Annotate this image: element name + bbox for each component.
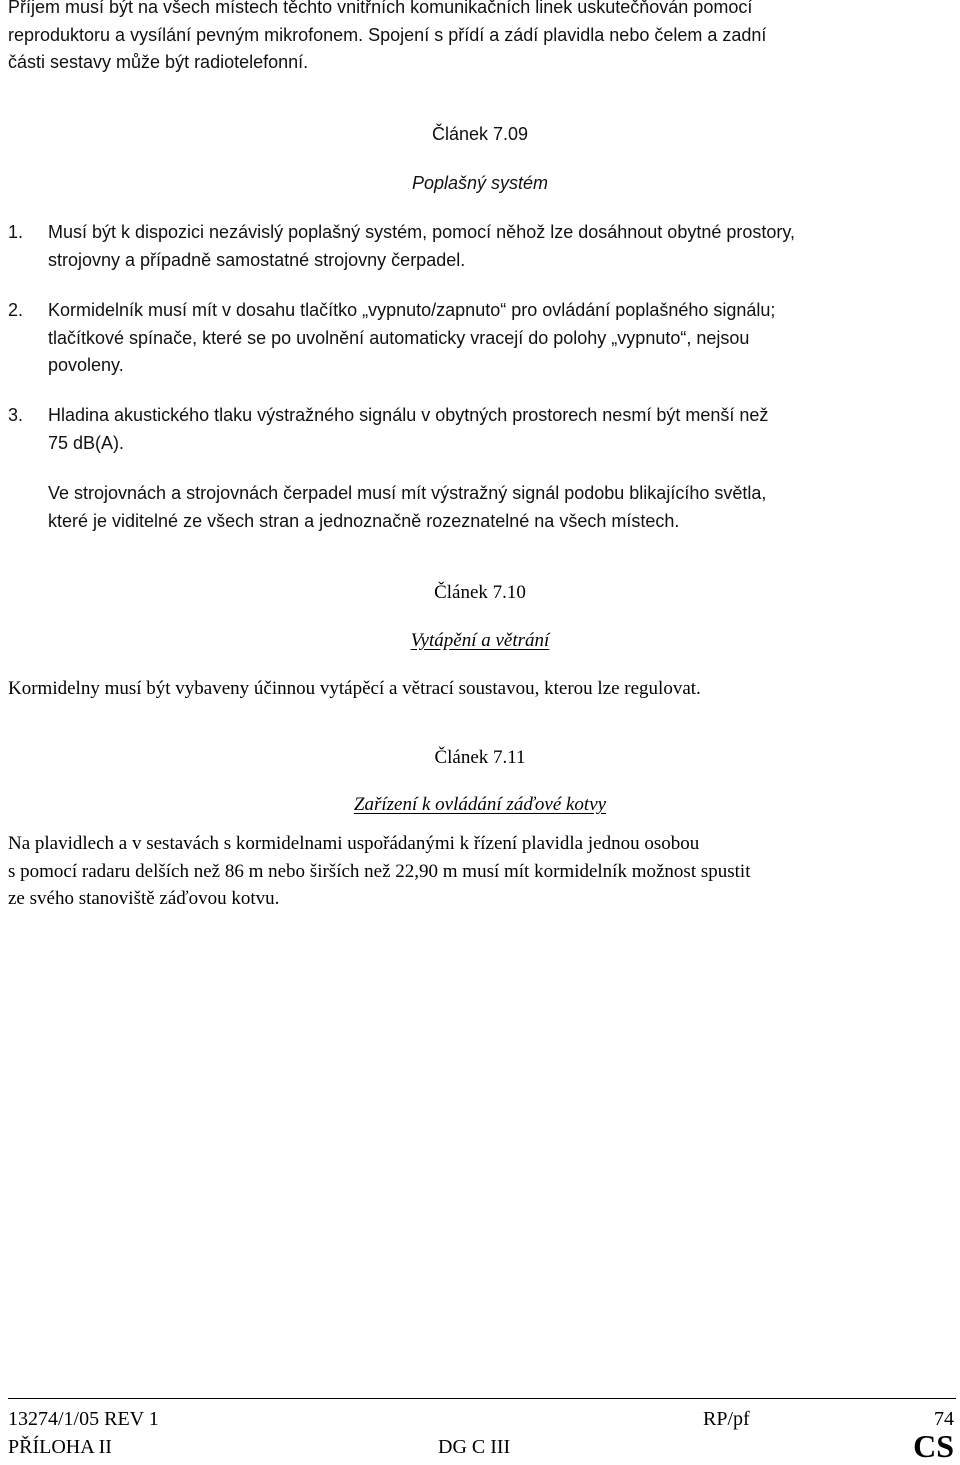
article-7-09-paragraph bbox=[48, 480, 948, 535]
article-7-09-heading: Článek 7.09 bbox=[431, 124, 529, 144]
article-7-11-paragraph bbox=[8, 830, 948, 913]
intro-line: Příjem musí být na všech místech těchto vnitřních komunikačních linek uskutečňován pomocí bbox=[8, 0, 753, 17]
footer-page-number: 74 bbox=[934, 1408, 954, 1430]
item-line: Hladina akustického tlaku výstražného signálu v obytných prostorech nesmí být menší než bbox=[48, 405, 769, 425]
footer-initials: RP/pf bbox=[703, 1408, 750, 1430]
list-item bbox=[8, 219, 948, 274]
paragraph-line: ze svého stanoviště záďovou kotvu. bbox=[8, 888, 280, 909]
article-7-10-title: Vytápění a větrání bbox=[410, 630, 550, 651]
paragraph-line: Ve strojovnách a strojovnách čerpadel musí mít výstražný signál podobu blikajícího světla, bbox=[48, 483, 767, 503]
item-line: strojovny a případně samostatné strojovny čerpadel. bbox=[48, 249, 466, 270]
paragraph-line: s pomocí radaru delších než 86 m nebo širších než 22,90 m musí mít kormidelník možnost spustit bbox=[8, 860, 751, 882]
item-line: Musí být k dispozici nezávislý poplašný systém, pomocí něhož lze dosáhnout obytné prostory, bbox=[48, 222, 796, 242]
footer-doc-ref: 13274/1/05 REV 1 bbox=[8, 1408, 159, 1430]
item-line: tlačítkové spínače, které se po uvolnění automaticky vracejí do polohy „vypnuto“, nejsou bbox=[48, 327, 750, 348]
article-7-09-title: Poplašný systém bbox=[411, 173, 549, 193]
item-line: 75 dB(A). bbox=[48, 432, 125, 453]
list-item bbox=[8, 402, 948, 457]
article-7-10-text: Kormidelny musí být vybaveny účinnou vytápěcí a větrací soustavou, kterou lze regulovat. bbox=[8, 678, 701, 699]
item-number: 2. bbox=[8, 300, 24, 320]
article-7-11-title: Zařízení k ovládání záďové kotvy bbox=[353, 794, 607, 815]
footer-divider bbox=[8, 1398, 956, 1399]
footer-dg: DG C III bbox=[438, 1436, 511, 1458]
footer-language-code: CS bbox=[913, 1428, 954, 1464]
item-number: 3. bbox=[8, 405, 24, 425]
paragraph-line: které je viditelné ze všech stran a jednoznačně rozeznatelné na všech místech. bbox=[48, 510, 680, 531]
article-7-10-heading: Článek 7.10 bbox=[434, 582, 526, 603]
intro-line: části sestavy může být radiotelefonní. bbox=[8, 52, 309, 72]
item-number: 1. bbox=[8, 222, 24, 242]
paragraph-line: Na plavidlech a v sestavách s kormidelnami uspořádanými k řízení plavidla jednou osobou bbox=[8, 833, 700, 854]
intro-line: reproduktoru a vysílání pevným mikrofonem. Spojení s přídí a zádí plavidla nebo čelem a zadní bbox=[8, 24, 767, 45]
item-line: povoleny. bbox=[48, 355, 124, 375]
footer-annex: PŘÍLOHA II bbox=[8, 1436, 112, 1458]
article-7-11-heading: Článek 7.11 bbox=[434, 747, 526, 768]
item-line: Kormidelník musí mít v dosahu tlačítko „vypnuto/zapnuto“ pro ovládání poplašného signálu; bbox=[48, 300, 776, 320]
list-item bbox=[8, 297, 948, 380]
intro-paragraph bbox=[8, 0, 948, 77]
